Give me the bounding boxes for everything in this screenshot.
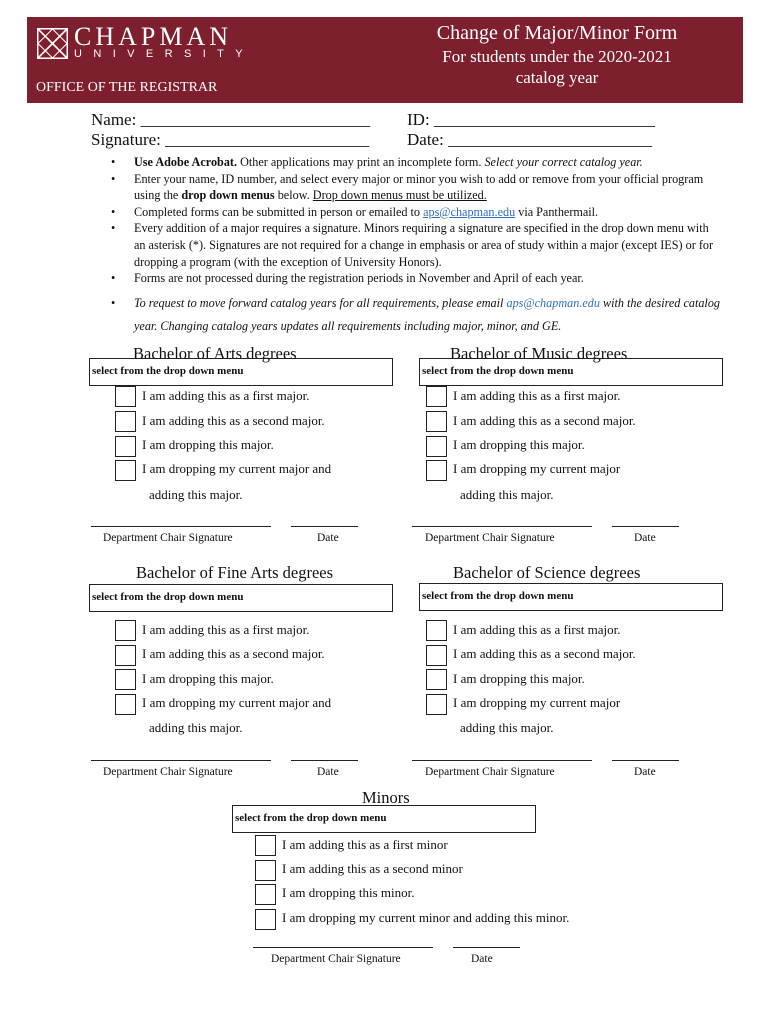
instruction-bold: Use Adobe Acrobat. <box>134 155 238 169</box>
bfa-option-continuation: adding this major. <box>149 720 243 735</box>
instruction-text: Enter your name, ID number, and select every major or minor you wish to add or remove from your official program using the <box>134 171 704 203</box>
minors-date-label: Date <box>471 953 493 965</box>
chapman-logo-icon <box>37 28 68 59</box>
instruction-text: Every addition of a major requires a signature. Minors requiring a signature are specified in the drop down menu with an asterisk (*). Signatures are not required for a change in emphasis or area of study within a major (except IES) or for dropping a program (with the exception of University Honors). <box>134 221 714 269</box>
bs-option-label: I am adding this as a second major. <box>453 646 636 661</box>
form-subtitle <box>399 46 715 88</box>
bfa-dropdown[interactable]: select from the drop down menu <box>89 584 393 612</box>
bm-option-label: I am dropping my current major <box>453 461 621 476</box>
minors-dropdown[interactable]: select from the drop down menu <box>232 805 536 833</box>
bs-option-label: I am dropping this major. <box>453 671 585 686</box>
bm-replace-major-checkbox[interactable] <box>426 460 447 481</box>
bs-option-label: I am dropping my current major <box>453 695 621 710</box>
bfa-option-label: I am adding this as a first major. <box>142 622 310 637</box>
bs-second-major-checkbox[interactable] <box>426 645 447 666</box>
bs-drop-major-checkbox[interactable] <box>426 669 447 690</box>
instruction-item <box>105 171 720 204</box>
instruction-item <box>105 204 720 221</box>
minors-second-minor-checkbox[interactable] <box>255 860 276 881</box>
bfa-option-label: I am dropping this major. <box>142 671 274 686</box>
date-field[interactable]: Date: ________________________ <box>407 130 653 149</box>
minors-signature-label: Department Chair Signature <box>271 953 401 965</box>
bs-option-continuation: adding this major. <box>460 720 554 735</box>
email-link[interactable]: aps@chapman.edu <box>506 295 600 310</box>
instruction-text: Completed forms can be submitted in person or emailed to <box>134 204 424 219</box>
bfa-option-label: I am adding this as a second major. <box>142 646 325 661</box>
minors-first-minor-checkbox[interactable] <box>255 835 276 856</box>
ba-option-label: I am adding this as a first major. <box>142 388 310 403</box>
minors-drop-minor-checkbox[interactable] <box>255 884 276 905</box>
ba-date-label: Date <box>317 532 339 544</box>
bm-signature-label: Department Chair Signature <box>425 532 555 544</box>
ba-dropdown[interactable]: select from the drop down menu <box>89 358 393 386</box>
bm-drop-major-checkbox[interactable] <box>426 436 447 457</box>
bs-section-title: Bachelor of Science degrees <box>453 563 641 582</box>
bfa-second-major-checkbox[interactable] <box>115 645 136 666</box>
signature-field[interactable]: Signature: ________________________ <box>91 130 370 149</box>
bs-replace-major-checkbox[interactable] <box>426 694 447 715</box>
university-subtitle: UNIVERSITY <box>74 48 255 60</box>
name-field[interactable]: Name: ___________________________ <box>91 110 371 129</box>
instruction-underline: Drop down menus must be utilized. <box>312 188 487 203</box>
instruction-text: Other applications may print an incomplete form. <box>237 155 485 169</box>
ba-option-label: I am dropping this major. <box>142 437 274 452</box>
instruction-text: via Panthermail. <box>515 204 599 219</box>
bfa-signature-label: Department Chair Signature <box>103 766 233 778</box>
minors-section-title: Minors <box>362 788 410 807</box>
bm-signature-line[interactable] <box>412 526 592 527</box>
office-label: OFFICE OF THE REGISTRAR <box>36 80 218 95</box>
minors-option-label: I am dropping my current minor and adding this minor. <box>282 910 570 925</box>
ba-option-label: I am adding this as a second major. <box>142 413 325 428</box>
bfa-section-title: Bachelor of Fine Arts degrees <box>136 563 334 582</box>
ba-option-label: I am dropping my current major and <box>142 461 332 476</box>
bfa-drop-major-checkbox[interactable] <box>115 669 136 690</box>
email-link[interactable]: aps@chapman.edu <box>423 204 516 219</box>
ba-second-major-checkbox[interactable] <box>115 411 136 432</box>
instruction-item <box>105 292 720 338</box>
instruction-item <box>105 220 720 270</box>
bm-first-major-checkbox[interactable] <box>426 386 447 407</box>
bfa-first-major-checkbox[interactable] <box>115 620 136 641</box>
bm-second-major-checkbox[interactable] <box>426 411 447 432</box>
instruction-text: below. <box>274 188 313 203</box>
bs-first-major-checkbox[interactable] <box>426 620 447 641</box>
instruction-item <box>105 270 720 287</box>
bfa-date-line[interactable] <box>291 760 358 761</box>
ba-first-major-checkbox[interactable] <box>115 386 136 407</box>
instruction-text: Forms are not processed during the registration periods in November and April of each year. <box>134 271 584 286</box>
minors-date-line[interactable] <box>453 947 520 948</box>
bm-option-label: I am adding this as a second major. <box>453 413 636 428</box>
id-field[interactable]: ID: __________________________ <box>407 110 655 129</box>
minors-option-label: I am adding this as a first minor <box>282 837 448 852</box>
form-subtitle-line2: catalog year <box>515 68 599 87</box>
minors-option-label: I am adding this as a second minor <box>282 861 463 876</box>
bm-option-label: I am dropping this major. <box>453 437 585 452</box>
form-title: Change of Major/Minor Form <box>436 22 678 44</box>
bs-option-label: I am adding this as a first major. <box>453 622 621 637</box>
ba-date-line[interactable] <box>291 526 358 527</box>
bs-dropdown[interactable]: select from the drop down menu <box>419 583 723 611</box>
ba-signature-line[interactable] <box>91 526 271 527</box>
minors-replace-minor-checkbox[interactable] <box>255 909 276 930</box>
bm-option-label: I am adding this as a first major. <box>453 388 621 403</box>
bs-date-line[interactable] <box>612 760 679 761</box>
instruction-item <box>105 154 720 171</box>
minors-option-label: I am dropping this minor. <box>282 885 415 900</box>
instructions-list <box>105 154 720 338</box>
bfa-date-label: Date <box>317 766 339 778</box>
minors-signature-line[interactable] <box>253 947 433 948</box>
bm-date-label: Date <box>634 532 656 544</box>
instruction-text: with the desired catalog year. Changing catalog years updates all requirements including major, minor, and GE. <box>134 295 721 333</box>
bm-dropdown[interactable]: select from the drop down menu <box>419 358 723 386</box>
university-name: CHAPMAN <box>74 22 233 51</box>
instruction-bold: drop down menus <box>181 188 275 203</box>
bfa-replace-major-checkbox[interactable] <box>115 694 136 715</box>
bm-option-continuation: adding this major. <box>460 487 554 502</box>
header-banner <box>27 17 743 103</box>
instruction-italic: Select your correct catalog year. <box>484 155 643 169</box>
ba-replace-major-checkbox[interactable] <box>115 460 136 481</box>
bfa-option-label: I am dropping my current major and <box>142 695 332 710</box>
ba-section-title: Bachelor of Arts degrees <box>133 344 297 363</box>
ba-signature-label: Department Chair Signature <box>103 532 233 544</box>
ba-drop-major-checkbox[interactable] <box>115 436 136 457</box>
form-subtitle-line1: For students under the 2020-2021 <box>442 47 672 66</box>
bs-signature-label: Department Chair Signature <box>425 766 555 778</box>
bm-section-title: Bachelor of Music degrees <box>450 344 628 363</box>
bfa-signature-line[interactable] <box>91 760 271 761</box>
bs-signature-line[interactable] <box>412 760 592 761</box>
ba-option-continuation: adding this major. <box>149 487 243 502</box>
bs-date-label: Date <box>634 766 656 778</box>
instruction-text: To request to move forward catalog years for all requirements, please email <box>134 295 507 310</box>
bm-date-line[interactable] <box>612 526 679 527</box>
